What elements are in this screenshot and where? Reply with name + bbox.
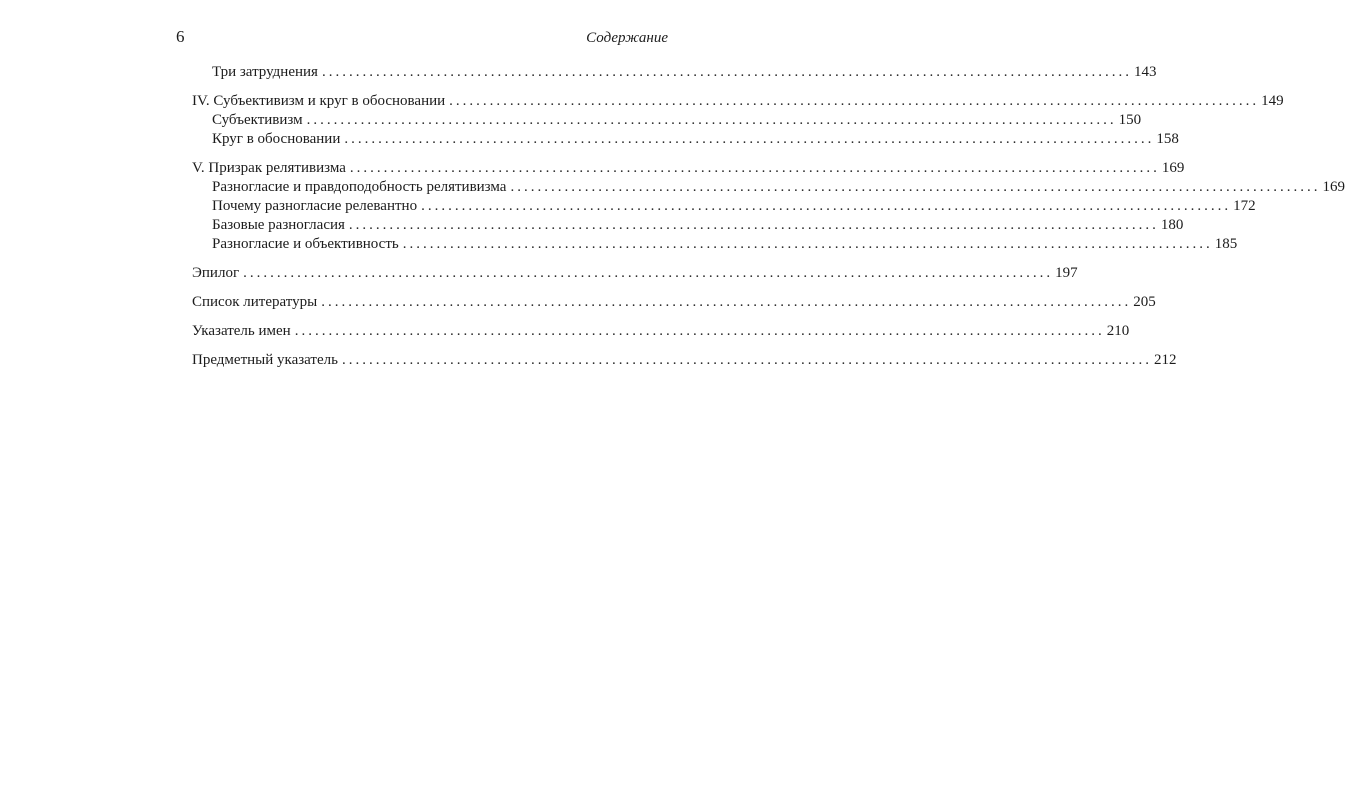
toc-entry-title: IV. Субъективизм и круг в обосновании bbox=[192, 93, 446, 109]
toc-entry-page: 197 bbox=[1055, 265, 1078, 281]
dot-leader: ........................................................................................................................ bbox=[243, 265, 1054, 281]
toc-entry-page: 212 bbox=[1153, 352, 1177, 368]
toc-chapter bbox=[192, 159, 1185, 178]
dot-leader: ........................................................................................................................ bbox=[321, 64, 1132, 80]
dot-leader: ........................................................................................................................ bbox=[294, 323, 1105, 339]
toc-entry-title: Предметный указатель bbox=[192, 352, 338, 368]
toc-entry-title: Базовые разногласия bbox=[212, 217, 345, 233]
dot-leader: ........................................................................................................................ bbox=[344, 131, 1155, 147]
toc-entry bbox=[192, 235, 1238, 254]
toc-entry bbox=[192, 130, 1179, 149]
toc-entry bbox=[192, 111, 1142, 130]
running-head: Содержание bbox=[586, 30, 668, 46]
toc-entry-title: Субъективизм bbox=[212, 112, 303, 128]
toc-entry-title: Три затруднения bbox=[212, 64, 318, 80]
toc-entry-title: V. Призрак релятивизма bbox=[192, 160, 346, 176]
toc-entry-page: 169 bbox=[1322, 179, 1345, 195]
toc-entry-page: 143 bbox=[1133, 64, 1157, 80]
toc-entry-page: 172 bbox=[1233, 198, 1256, 214]
toc-entry-page: 205 bbox=[1133, 294, 1156, 310]
toc-entry-page: 210 bbox=[1106, 323, 1130, 339]
toc-entry-title: Список литературы bbox=[192, 294, 318, 310]
dot-leader: ........................................................................................................................ bbox=[348, 217, 1159, 233]
toc-entry-title: Разногласие и объективность bbox=[212, 236, 399, 252]
toc-entry-page: 180 bbox=[1160, 217, 1184, 233]
table-of-contents bbox=[192, 63, 1345, 370]
dot-leader: ........................................................................................................................ bbox=[349, 160, 1160, 176]
toc-entry-title: Эпилог bbox=[192, 265, 240, 281]
dot-leader: ........................................................................................................................ bbox=[306, 112, 1117, 128]
toc-chapter bbox=[192, 92, 1284, 111]
dot-leader: ........................................................................................................................ bbox=[402, 236, 1213, 252]
toc-chapter bbox=[192, 293, 1156, 312]
toc-entry-page: 185 bbox=[1214, 236, 1238, 252]
dot-leader: ........................................................................................................................ bbox=[321, 294, 1132, 310]
toc-entry-page: 158 bbox=[1156, 131, 1179, 147]
toc-entry-title: Круг в обосновании bbox=[212, 131, 341, 147]
toc-chapter bbox=[192, 351, 1177, 370]
dot-leader: ........................................................................................................................ bbox=[510, 179, 1321, 195]
toc-chapter bbox=[192, 322, 1130, 341]
toc-entry bbox=[192, 63, 1157, 82]
dot-leader: ........................................................................................................................ bbox=[421, 198, 1232, 214]
toc-entry-title: Указатель имен bbox=[192, 323, 291, 339]
toc-entry-page: 150 bbox=[1118, 112, 1142, 128]
toc-entry-title: Разногласие и правдоподобность релятивизма bbox=[212, 179, 507, 195]
toc-entry-page: 149 bbox=[1261, 93, 1284, 109]
toc-entry-page: 169 bbox=[1161, 160, 1185, 176]
dot-leader: ........................................................................................................................ bbox=[341, 352, 1152, 368]
toc-entry bbox=[192, 197, 1256, 216]
toc-entry bbox=[192, 216, 1184, 235]
toc-entry bbox=[192, 178, 1345, 197]
toc-chapter bbox=[192, 264, 1078, 283]
dot-leader: ........................................................................................................................ bbox=[449, 93, 1260, 109]
page-number: 6 bbox=[176, 27, 185, 46]
toc-entry-title: Почему разногласие релевантно bbox=[212, 198, 418, 214]
